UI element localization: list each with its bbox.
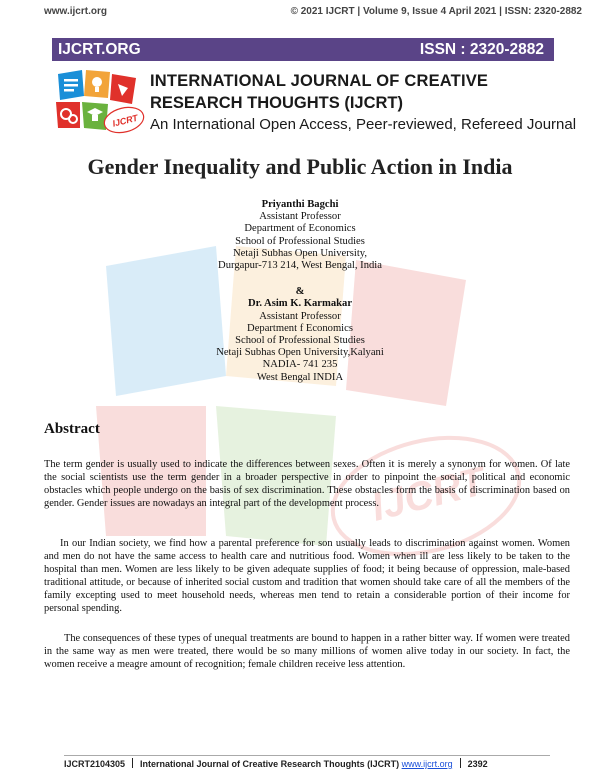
page-footer bbox=[64, 758, 550, 769]
abstract-paragraph: In our Indian society, we find how a parental preference for son usually leads to discrimination against women. Women and men do not have the same access to health care and nutritious food. Women when ill are less likely to be taken to the hospital than men. Women are less likely to be given adequate supplies of food; it being because of oppression, male-based traditional attitude, or because of inherited social custom and tradition that women should take care of all the members of the family excepting used to meet household needs, whereas men tend to retain a considerable portion of their income for personal spending. bbox=[44, 538, 570, 614]
footer-url[interactable]: www.ijcrt.org bbox=[401, 759, 453, 769]
author-conjunction: & bbox=[295, 286, 305, 298]
abstract-paragraph: The term gender is usually used to indicate the differences between sexes. Often it is merely a synonym for women. Of late the social scientists use the term gender in a broader perspective in order to pinpoint the social, political and economic obstacles which people undergo on the basis of sex discrimination. These obstacles form the basis of discrimination based on gender. Gender issues are nowadays an integral part of the development process. bbox=[44, 459, 570, 509]
author2-affil: Assistant Professor bbox=[259, 310, 341, 322]
journal-tagline: An International Open Access, Peer-reviewed, Refereed Journal bbox=[150, 116, 577, 133]
footer-divider bbox=[64, 755, 550, 756]
author1-affil: Durgapur-713 214, West Bengal, India bbox=[218, 260, 382, 272]
journal-name-line1: INTERNATIONAL JOURNAL OF CREATIVE bbox=[150, 72, 489, 90]
page-number: 2392 bbox=[467, 759, 488, 769]
abstract-heading: Abstract bbox=[44, 421, 100, 437]
abstract-paragraph: The consequences of these types of unequal treatments are bound to happen in a rather bitter way. If women were treated in the same way as men were treated, there would be so many millions of women alive today in our society. In fact, the women receive a meagre amount of recognition; female children receive less attention. bbox=[44, 633, 570, 670]
citation-line: © 2021 IJCRT | Volume 9, Issue 4 April 2021 | ISSN: 2320-2882 bbox=[290, 6, 582, 17]
author2-affil: Department f Economics bbox=[247, 322, 353, 334]
svg-text:IJCRT: IJCRT bbox=[367, 459, 490, 530]
author-block bbox=[0, 199, 600, 384]
journal-logo-icon bbox=[52, 66, 148, 136]
banner-issn: ISSN : 2320-2882 bbox=[419, 41, 544, 58]
author2-affil: West Bengal INDIA bbox=[256, 371, 344, 383]
author1-affil: School of Professional Studies bbox=[235, 235, 365, 247]
paper-title: Gender Inequality and Public Action in India bbox=[87, 154, 513, 179]
journal-banner bbox=[52, 38, 554, 61]
svg-text:IJCRT: IJCRT bbox=[111, 112, 139, 129]
running-header bbox=[44, 6, 582, 20]
author2-name: Dr. Asim K. Karmakar bbox=[247, 298, 353, 310]
footer-journal: International Journal of Creative Research Thoughts (IJCRT) bbox=[140, 759, 400, 769]
author1-affil: Department of Economics bbox=[244, 223, 356, 235]
author2-affil: NADIA- 741 235 bbox=[262, 359, 338, 371]
author2-affil: Netaji Subhas Open University,Kalyani bbox=[216, 347, 384, 359]
site-url[interactable]: www.ijcrt.org bbox=[44, 6, 107, 17]
author1-name: Priyanthi Bagchi bbox=[261, 199, 339, 210]
journal-name-line2: RESEARCH THOUGHTS (IJCRT) bbox=[150, 94, 404, 112]
author2-affil: School of Professional Studies bbox=[235, 335, 365, 347]
author1-affil: Assistant Professor bbox=[259, 211, 341, 223]
author1-affil: Netaji Subhas Open University, bbox=[232, 247, 368, 259]
banner-site: IJCRT.ORG bbox=[58, 41, 141, 58]
paper-id: IJCRT2104305 bbox=[64, 759, 126, 769]
